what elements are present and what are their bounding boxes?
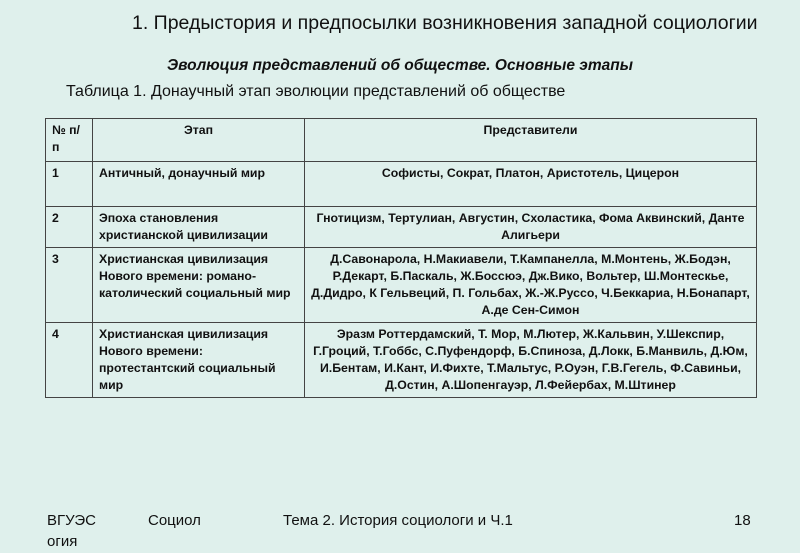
table-row: [46, 162, 757, 207]
header-stage: Этап: [93, 119, 305, 162]
header-num: № п/п: [46, 119, 93, 162]
table-row: [46, 248, 757, 323]
row-num: 1: [46, 162, 93, 207]
row-representatives: Эразм Роттердамский, Т. Мор, М.Лютер, Ж.Кальвин, У.Шекспир, Г.Гроций, Т.Гоббс, С.Пуфендорф, Б.Спиноза, Д.Локк, Б.Манвиль, Д.Юм, И.Бентам, И.Кант, И.Фихте, Т.Мальтус, Р.Оуэн, Г.В.Гегель, Ф.Савиньи, Д.Остин, А.Шопенгауэр, Л.Фейербах, М.Штинер: [305, 323, 757, 398]
row-stage: Эпоха становления христианской цивилизации: [93, 207, 305, 248]
table-header-row: [46, 119, 757, 162]
stages-table: [45, 118, 757, 398]
footer-organization: ВГУЭС огия: [47, 512, 96, 550]
footer-topic: Тема 2. История социологи и Ч.1: [283, 512, 513, 529]
row-stage: Античный, донаучный мир: [93, 162, 305, 207]
row-stage: Христианская цивилизация Нового времени: протестантский социальный мир: [93, 323, 305, 398]
footer-page-number: 18: [734, 512, 751, 529]
table-row: [46, 207, 757, 248]
row-num: 4: [46, 323, 93, 398]
slide-subtitle: Эволюция представлений об обществе. Основные этапы: [167, 57, 633, 74]
header-representatives: Представители: [305, 119, 757, 162]
footer-course: Социол: [148, 512, 201, 529]
table-caption: Таблица 1. Донаучный этап эволюции представлений об обществе: [66, 83, 566, 100]
row-representatives: Гнотицизм, Тертулиан, Августин, Схоластика, Фома Аквинский, Данте Алигьери: [305, 207, 757, 248]
row-representatives: Д.Савонарола, Н.Макиавели, Т.Кампанелла, М.Монтень, Ж.Бодэн, Р.Декарт, Б.Паскаль, Ж.Боссюэ, Дж.Вико, Вольтер, Ш.Монтескье, Д.Дидро, К Гельвеций, П. Гольбах, Ж.-Ж.Руссо, Ч.Беккариа, Н.Бонапарт, А.де Сен-Симон: [305, 248, 757, 323]
row-representatives: Софисты, Сократ, Платон, Аристотель, Цицерон: [305, 162, 757, 207]
row-num: 3: [46, 248, 93, 323]
row-stage: Христианская цивилизация Нового времени: романо-католический социальный мир: [93, 248, 305, 323]
slide-title: 1. Предыстория и предпосылки возникновения западной социологии: [132, 12, 758, 34]
row-num: 2: [46, 207, 93, 248]
table-row: [46, 323, 757, 398]
